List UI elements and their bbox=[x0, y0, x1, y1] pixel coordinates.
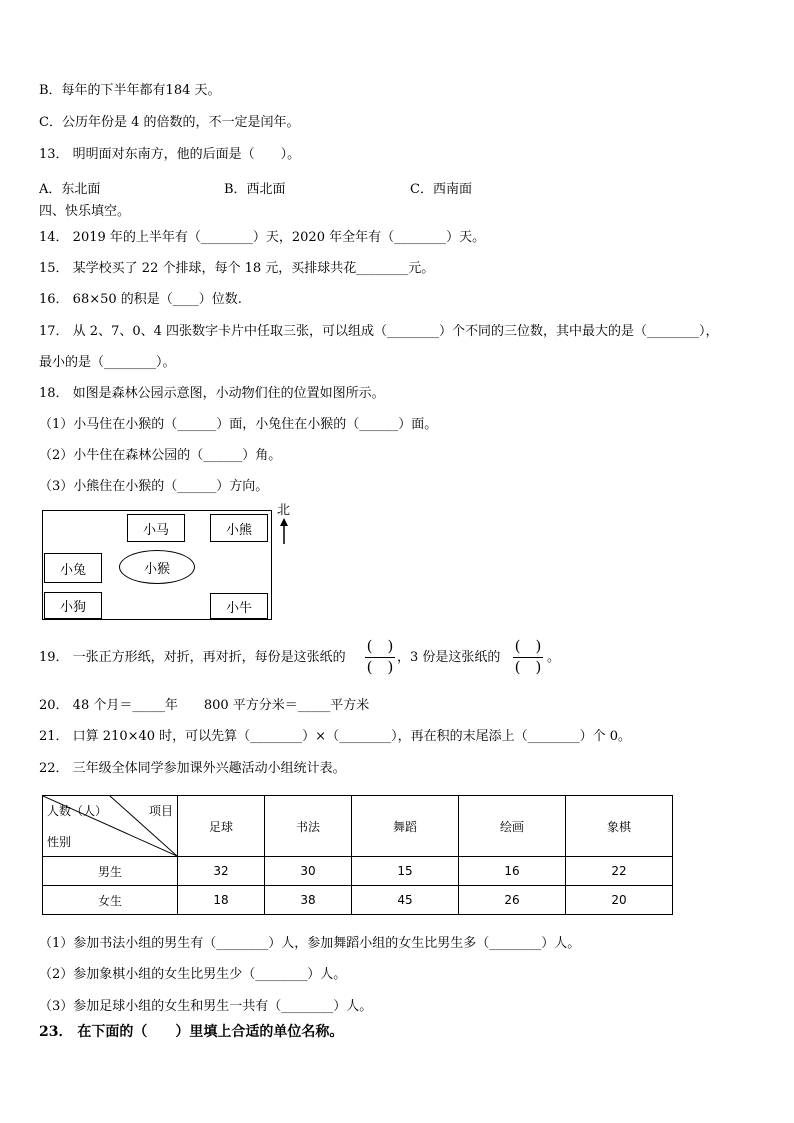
table-cell: 20 bbox=[566, 886, 673, 915]
question-17-line-1: 17． 从 2、7、0、4 四张数字卡片中任取三张，可以组成（________）个不同的三位数，其中最大的是（________）， bbox=[39, 324, 719, 339]
row-label-boys: 男生 bbox=[43, 857, 178, 886]
table-cell: 22 bbox=[566, 857, 673, 886]
map-monkey: 小猴 bbox=[119, 550, 195, 584]
question-19-end: 。 bbox=[547, 650, 561, 665]
fraction-2-denominator: ( ) bbox=[514, 658, 542, 676]
option-c: C．西南面 bbox=[410, 182, 472, 197]
map-dog: 小狗 bbox=[44, 592, 102, 619]
question-19-part-2: ，3 份是这张纸的 bbox=[397, 650, 501, 665]
fraction-2-numerator: ( ) bbox=[514, 637, 542, 655]
north-indicator bbox=[276, 504, 292, 544]
option-c-text: C．公历年份是 4 的倍数的，不一定是闰年。 bbox=[39, 115, 300, 130]
question-13: 13． 明明面对东南方，他的后面是（ ）。 bbox=[39, 147, 301, 162]
map-bear: 小熊 bbox=[210, 514, 268, 542]
question-21: 21． 口算 210×40 时，可以先算（________）×（________），再在积的末尾添上（________）个 0。 bbox=[39, 729, 631, 744]
fraction-blank-2 bbox=[513, 638, 543, 676]
question-17-line-2: 最小的是（________）。 bbox=[39, 355, 176, 370]
question-16: 16． 68×50 的积是（____）位数. bbox=[39, 292, 242, 307]
question-18-part-2: （2）小牛住在森林公园的（______）角。 bbox=[39, 448, 282, 463]
fraction-1-numerator: ( ) bbox=[366, 637, 394, 655]
question-22: 22． 三年级全体同学参加课外兴趣活动小组统计表。 bbox=[39, 761, 346, 776]
map-cow: 小牛 bbox=[210, 593, 268, 619]
question-22-part-2: （2）参加象棋小组的女生比男生少（________）人。 bbox=[39, 967, 347, 982]
table-corner-cell bbox=[43, 796, 178, 857]
corner-gender-label: 性别 bbox=[47, 835, 72, 849]
corner-count-label: 人数（人） bbox=[47, 804, 108, 818]
question-18-part-1: （1）小马住在小猴的（______）面，小兔住在小猴的（______）面。 bbox=[39, 417, 438, 432]
row-label-girls: 女生 bbox=[43, 886, 178, 915]
question-23: 23． 在下面的（ ）里填上合适的单位名称。 bbox=[39, 1024, 344, 1040]
option-b: B．西北面 bbox=[224, 182, 286, 197]
activity-stats-table bbox=[42, 795, 673, 915]
table-cell: 18 bbox=[178, 886, 265, 915]
north-arrow-icon bbox=[276, 518, 292, 544]
header-calligraphy: 书法 bbox=[265, 796, 352, 857]
question-22-part-1: （1）参加书法小组的男生有（________）人，参加舞蹈小组的女生比男生多（________）人。 bbox=[39, 936, 581, 951]
table-cell: 26 bbox=[459, 886, 566, 915]
question-18-part-3: （3）小熊住在小猴的（______）方向。 bbox=[39, 479, 269, 494]
map-rabbit: 小兔 bbox=[44, 553, 102, 583]
corner-item-label: 项目 bbox=[148, 804, 173, 818]
table-header-row bbox=[43, 796, 673, 857]
question-18: 18． 如图是森林公园示意图，小动物们住的位置如图所示。 bbox=[39, 386, 385, 401]
question-20: 20． 48 个月＝_____年 800 平方分米＝_____平方米 bbox=[39, 698, 370, 713]
fraction-blank-1 bbox=[365, 638, 395, 676]
header-dance: 舞蹈 bbox=[352, 796, 459, 857]
table-cell: 32 bbox=[178, 857, 265, 886]
fraction-1-denominator: ( ) bbox=[366, 658, 394, 676]
question-19-part-1: 19． 一张正方形纸，对折，再对折，每份是这张纸的 bbox=[39, 650, 346, 665]
table-cell: 30 bbox=[265, 857, 352, 886]
table-cell: 15 bbox=[352, 857, 459, 886]
header-painting: 绘画 bbox=[459, 796, 566, 857]
question-15: 15． 某学校买了 22 个排球，每个 18 元，买排球共花________元。 bbox=[39, 261, 435, 276]
table-cell: 45 bbox=[352, 886, 459, 915]
map-horse: 小马 bbox=[127, 514, 185, 542]
option-b-text: B．每年的下半年都有184 天。 bbox=[39, 83, 221, 98]
question-22-part-3: （3）参加足球小组的女生和男生一共有（________）人。 bbox=[39, 999, 373, 1014]
question-14: 14． 2019 年的上半年有（________）天，2020 年全年有（________）天。 bbox=[39, 230, 486, 245]
table-row bbox=[43, 857, 673, 886]
table-cell: 38 bbox=[265, 886, 352, 915]
north-label: 北 bbox=[277, 503, 291, 518]
table-row bbox=[43, 886, 673, 915]
table-cell: 16 bbox=[459, 857, 566, 886]
header-chess: 象棋 bbox=[566, 796, 673, 857]
option-a: A．东北面 bbox=[39, 182, 101, 197]
section-4-heading: 四、快乐填空。 bbox=[39, 204, 131, 219]
forest-park-map bbox=[42, 510, 272, 620]
header-football: 足球 bbox=[178, 796, 265, 857]
